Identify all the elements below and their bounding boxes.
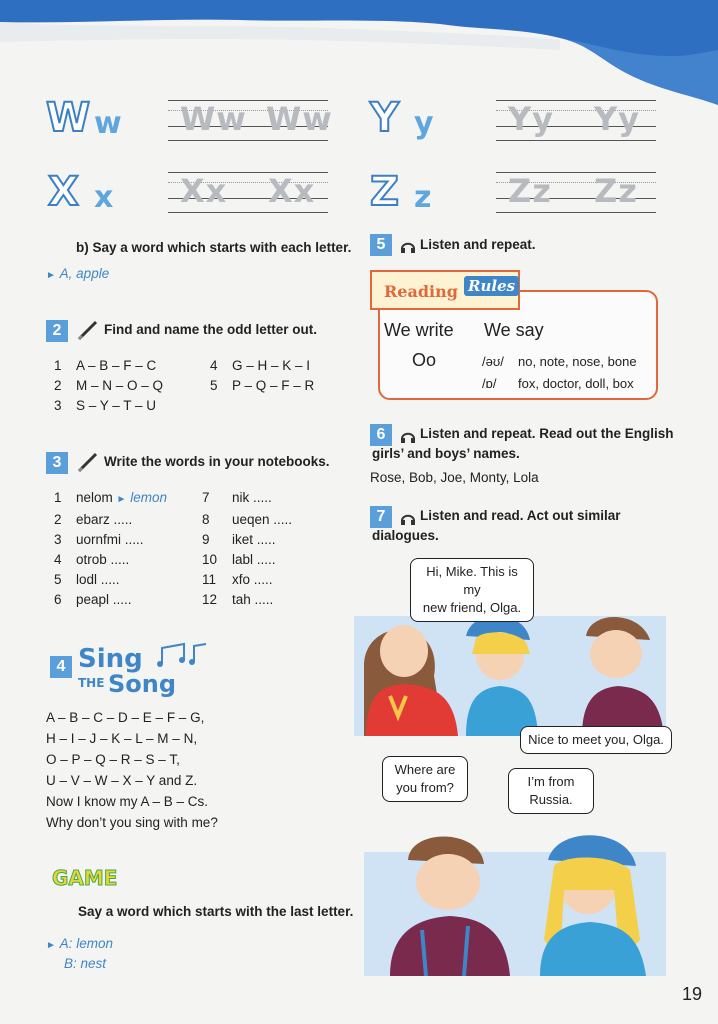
task-3-item: 12 tah ..... [202, 592, 274, 607]
task-3-item: 10 labl ..... [202, 552, 276, 567]
task-7-instruction-2: dialogues. [372, 528, 439, 543]
task-3-item: 4 otrob ..... [54, 552, 130, 567]
letter-x-upper: X [48, 169, 79, 215]
letter-y-lower: y [414, 106, 434, 141]
letter-oo: Oo [412, 350, 437, 370]
sing-heading: Sing [78, 644, 143, 674]
game-instruction: Say a word which starts with the last letter. [78, 904, 354, 919]
task-2-number: 2 [46, 320, 68, 342]
task-3-item: 5 lodl ..... [54, 572, 120, 587]
arrow-icon: ► [116, 494, 127, 505]
task-2-item: 5 P – Q – F – R [210, 378, 315, 393]
task-3-item: 2 ebarz ..... [54, 512, 133, 527]
task-3-item: 1 nelom ► lemon [54, 490, 167, 505]
we-say-heading: We say [484, 320, 544, 340]
speech-bubble-4: I’m from Russia. [508, 768, 594, 814]
game-heading: GAME [52, 866, 118, 890]
song-line: O – P – Q – R – S – T, [46, 752, 180, 767]
music-notes-icon [156, 640, 212, 670]
letter-z-upper: Z [370, 169, 400, 215]
trace-yy-1: Yy [508, 100, 555, 138]
game-line-a: ► A: lemon [46, 936, 113, 951]
speech-bubble-1: Hi, Mike. This is my new friend, Olga. [410, 558, 534, 622]
song-line: Why don’t you sing with me? [46, 815, 218, 830]
task-3-item: 6 peapl ..... [54, 592, 132, 607]
task-6-names: Rose, Bob, Joe, Monty, Lola [370, 470, 539, 485]
words-1: no, note, nose, bone [518, 354, 637, 369]
the-heading: THE [78, 676, 105, 690]
song-line: Now I know my A – B – Cs. [46, 794, 209, 809]
song-line: U – V – W – X – Y and Z. [46, 773, 198, 788]
we-write-heading: We write [384, 320, 454, 340]
task-2-item: 2 M – N – O – Q [54, 378, 164, 393]
speech-bubble-2: Nice to meet you, Olga. [520, 726, 672, 754]
reading-rules-tag [370, 270, 520, 310]
page-number: 19 [681, 984, 702, 1004]
rules-label: Rules [464, 276, 519, 296]
pen-icon [76, 450, 100, 474]
trace-yy-2: Yy [594, 100, 641, 138]
letter-y-upper: Y [370, 95, 399, 141]
headphones-icon [400, 510, 416, 526]
task-6-instruction-1: Listen and repeat. Read out the English [420, 426, 674, 441]
task-2-item: 1 A – B – F – C [54, 358, 157, 373]
pen-icon [76, 318, 100, 342]
task-6-instruction-2: girls’ and boys’ names. [372, 446, 520, 461]
task-6-number: 6 [370, 424, 392, 446]
song-line: A – B – C – D – E – F – G, [46, 710, 205, 725]
task-7-number: 7 [370, 506, 392, 528]
task-1b-example: ► A, apple [46, 266, 110, 281]
task-7-instruction-1: Listen and read. Act out similar [420, 508, 621, 523]
letter-z-lower: z [414, 180, 432, 215]
letter-w-upper: W [46, 95, 91, 141]
song-heading: Song [108, 670, 177, 698]
task-3-item: 11 xfo ..... [202, 572, 273, 587]
arrow-icon: ► [46, 270, 56, 281]
arrow-icon: ► [46, 940, 56, 951]
trace-ww-1: Ww [180, 100, 247, 138]
words-2: fox, doctor, doll, box [518, 376, 634, 391]
task-4-number: 4 [50, 656, 72, 678]
trace-ww-2: Ww [266, 100, 333, 138]
trace-xx-1: Xx [180, 172, 228, 210]
letter-x-lower: x [94, 180, 114, 215]
task-1b-instruction: b) Say a word which starts with each letter. [76, 240, 352, 255]
sound-2: /ɒ/ [482, 376, 497, 391]
speech-bubble-3: Where are you from? [382, 756, 468, 802]
page-header-decoration [0, 0, 718, 110]
trace-zz-1: Zz [508, 172, 552, 210]
task-2-item: 4 G – H – K – I [210, 358, 311, 373]
task-3-item: 8 ueqen ..... [202, 512, 293, 527]
task-5-instruction: Listen and repeat. [420, 237, 536, 252]
task-2-instruction: Find and name the odd letter out. [104, 322, 318, 337]
headphones-icon [400, 428, 416, 444]
song-line: H – I – J – K – L – M – N, [46, 731, 198, 746]
trace-zz-2: Zz [594, 172, 638, 210]
task-3-item: 7 nik ..... [202, 490, 272, 505]
trace-xx-2: Xx [268, 172, 316, 210]
headphones-icon [400, 238, 416, 254]
task-3-number: 3 [46, 452, 68, 474]
task-5-number: 5 [370, 234, 392, 256]
sound-1: /əʊ/ [482, 354, 504, 369]
letter-w-lower: w [94, 106, 122, 141]
comic-panel-2 [364, 830, 666, 976]
reading-label: Reading [384, 282, 458, 301]
task-2-item: 3 S – Y – T – U [54, 398, 157, 413]
game-line-b: B: nest [64, 956, 107, 971]
task-3-instruction: Write the words in your notebooks. [104, 454, 330, 469]
task-3-item: 3 uornfmi ..... [54, 532, 144, 547]
task-3-item: 9 iket ..... [202, 532, 276, 547]
